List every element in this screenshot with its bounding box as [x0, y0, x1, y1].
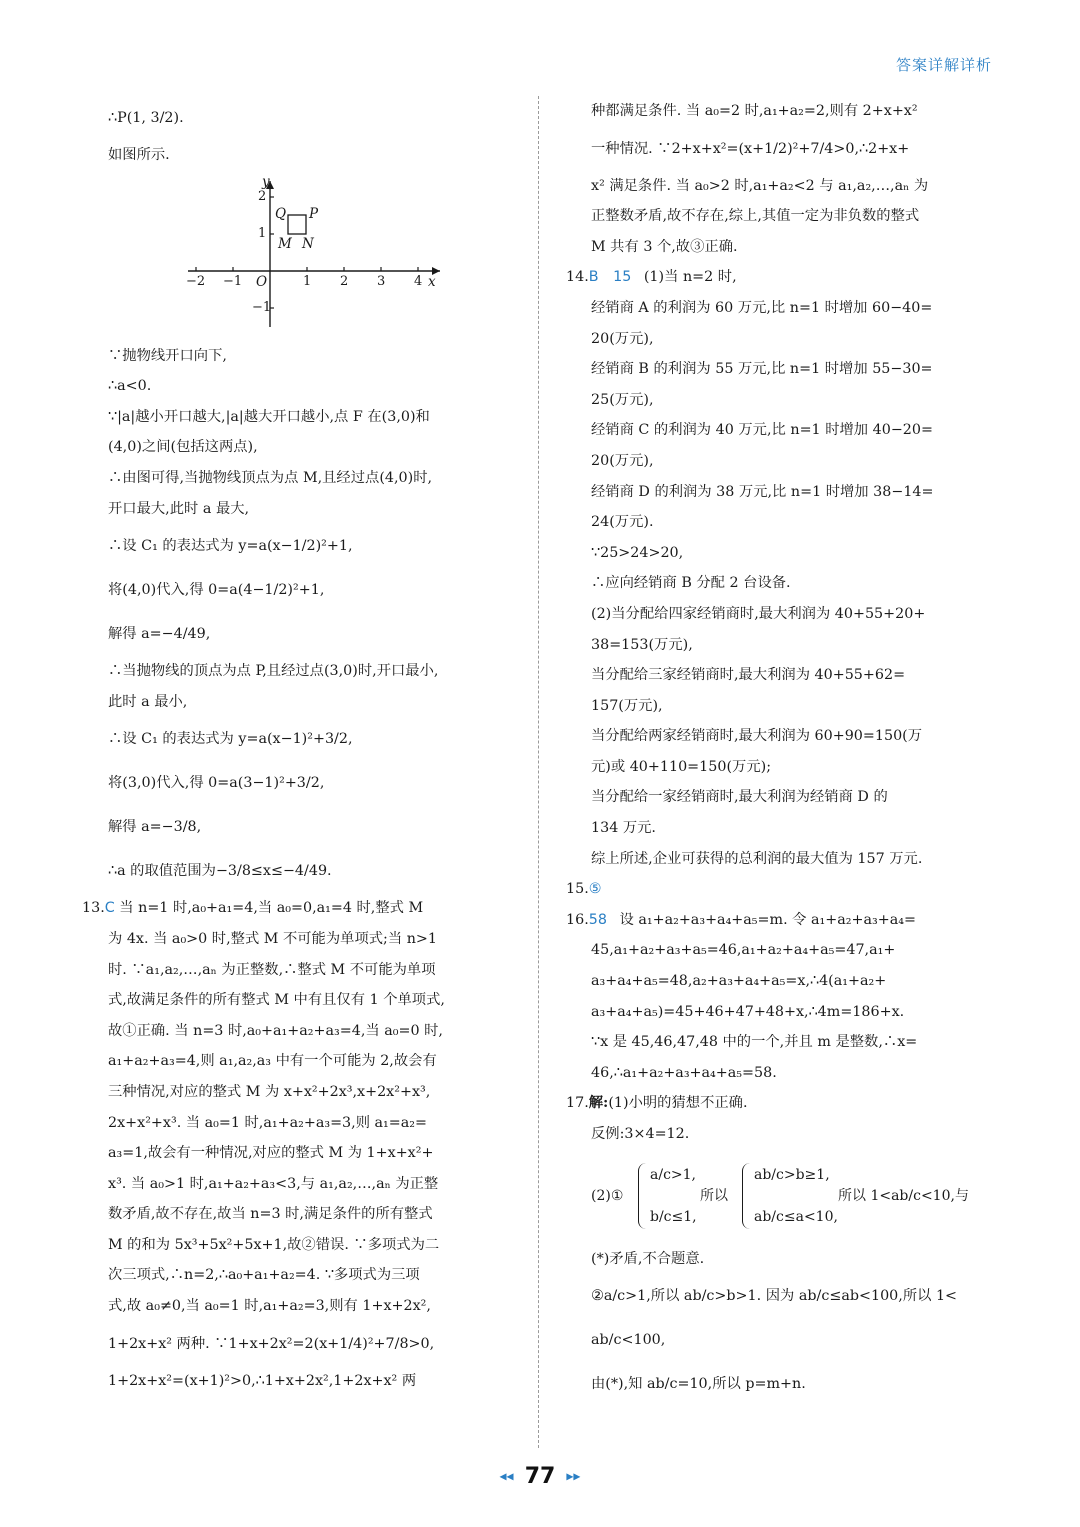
question-number: 13.: [82, 900, 105, 917]
system-right-2: ab/c≤a<10,: [754, 1208, 838, 1225]
text-line: ∴由图可得,当抛物线顶点为点 M,且经过点(4,0)时,: [108, 469, 433, 486]
system-mid: 所以: [700, 1187, 728, 1204]
text-line: M 共有 3 个,故③正确.: [591, 238, 738, 255]
text-line: (1)小明的猜想不正确.: [608, 1095, 748, 1112]
text-line: (1)当 n=2 时,: [643, 269, 737, 286]
question-number: 16.: [566, 911, 589, 928]
text-line: 设 a₁+a₂+a₃+a₄+a₅=m. 令 a₁+a₂+a₃+a₄=: [619, 911, 916, 928]
text-line: a₃+a₄+a₅=48,a₂+a₃+a₄+a₅=x,∴4(a₁+a₂+: [591, 973, 887, 990]
text-line: 元)或 40+110=150(万元);: [591, 758, 772, 775]
question-16: [566, 905, 998, 936]
text-line: 24(万元).: [591, 514, 654, 531]
text-line: 38=153(万元),: [591, 636, 693, 653]
text-line: ∴P(1, 3/2).: [108, 110, 184, 126]
text-line: 157(万元),: [591, 697, 663, 714]
x-tick-label: 2: [340, 273, 349, 289]
y-tick-label: 2: [258, 188, 267, 204]
text-line: 开口最大,此时 a 最大,: [108, 500, 250, 517]
text-line: 经销商 A 的利润为 60 万元,比 n=1 时增加 60−40=: [591, 299, 933, 316]
system-tail: 所以 1<ab/c<10,与: [838, 1187, 969, 1204]
text-line: 式,故满足条件的所有整式 M 中有且仅有 1 个单项式,: [108, 992, 445, 1009]
text-line: 将(4,0)代入,得 0=a(4−1/2)²+1,: [108, 582, 325, 599]
text-line: x² 满足条件. 当 a₀>2 时,a₁+a₂<2 与 a₁,a₂,…,aₙ 为: [591, 177, 929, 194]
question-13: [82, 893, 518, 924]
x-tick-label: −1: [223, 273, 243, 289]
text-line: ∴设 C₁ 的表达式为 y=a(x−1/2)²+1,: [108, 538, 353, 555]
prev-page-icon[interactable]: ◂◂: [499, 1468, 514, 1485]
x-tick-label: 3: [377, 273, 386, 289]
text-line: 为 4x. 当 a₀>0 时,整式 M 不可能为单项式;当 n>1: [108, 930, 437, 947]
inequality-system: [566, 1156, 998, 1236]
system-prefix: (2)①: [591, 1187, 624, 1204]
question-17: [566, 1088, 998, 1119]
question-number: 14.: [566, 269, 589, 286]
y-tick-label: −1: [252, 299, 272, 315]
text-line: (*)矛盾,不合题意.: [591, 1250, 705, 1267]
text-line: ∵|a|越小开口越大,|a|越大开口越小,点 F 在(3,0)和: [108, 408, 430, 425]
text-line: ∵抛物线开口向下,: [108, 347, 227, 364]
x-tick-label: 4: [414, 273, 423, 289]
y-tick-label: 1: [258, 225, 267, 241]
right-column: [566, 96, 998, 1406]
point-m-label: M: [278, 235, 292, 252]
text-line: a₃=1,故会有一种情况,对应的整式 M 为 1+x+x²+: [108, 1145, 434, 1162]
text-line: 134 万元.: [591, 820, 656, 837]
text-line: 综上所述,企业可获得的总利润的最大值为 157 万元.: [591, 850, 923, 867]
answer-choice: C: [104, 900, 115, 917]
text-line: 由(*),知 ab/c=10,所以 p=m+n.: [591, 1376, 806, 1393]
point-n-label: N: [302, 235, 314, 252]
text-line: 如图所示.: [108, 147, 170, 163]
page-number: 77: [524, 1464, 556, 1489]
text-line: ②a/c>1,所以 ab/c>b>1. 因为 ab/c≤ab<100,所以 1<: [591, 1288, 958, 1305]
square-mnpq: [288, 215, 306, 234]
text-line: 故①正确. 当 n=3 时,a₀+a₁+a₂+a₃=4,当 a₀=0 时,: [108, 1022, 443, 1039]
point-q-label: Q: [275, 205, 287, 222]
solution-lead: 解:: [588, 1095, 609, 1112]
text-line: 正整数矛盾,故不存在,综上,其值一定为非负数的整式: [591, 208, 920, 225]
text-line: 反例:3×4=12.: [591, 1126, 690, 1142]
next-page-icon[interactable]: ▸▸: [566, 1468, 581, 1485]
answer-value: 15: [613, 269, 632, 286]
text-line: 20(万元),: [591, 452, 654, 469]
text-line: ∴当抛物线的顶点为点 P,且经过点(3,0)时,开口最小,: [108, 663, 439, 680]
origin-label: O: [256, 273, 268, 290]
system-left-1: a/c>1,: [650, 1166, 696, 1183]
text-line: 经销商 D 的利润为 38 万元,比 n=1 时增加 38−14=: [591, 483, 934, 500]
x-tick-label: 1: [303, 273, 312, 289]
system-right-1: ab/c>b≥1,: [754, 1166, 830, 1183]
text-line: 解得 a=−3/8,: [108, 819, 202, 836]
text-line: 时. ∵a₁,a₂,…,aₙ 为正整数,∴整式 M 不可能为单项: [108, 961, 436, 978]
text-line: ∴应向经销商 B 分配 2 台设备.: [591, 575, 791, 592]
text-line: 20(万元),: [591, 330, 654, 347]
answer-choice: ⑤: [588, 881, 602, 898]
text-line: ∵25>24>20,: [591, 544, 684, 561]
text-line: 当分配给三家经销商时,最大利润为 40+55+62=: [591, 667, 906, 684]
page-footer: [0, 1464, 1080, 1489]
text-line: a₁+a₂+a₃=4,则 a₁,a₂,a₃ 中有一个可能为 2,故会有: [108, 1053, 437, 1070]
text-line: 次三项式,∴n=2,∴a₀+a₁+a₂=4. ∵多项式为三项: [108, 1267, 420, 1284]
coordinate-plane: [178, 175, 448, 335]
coordinate-figure: [178, 175, 448, 335]
text-line: x³. 当 a₀>1 时,a₁+a₂+a₃<3,与 a₁,a₂,…,aₙ 为正整: [108, 1175, 439, 1192]
question-15: [566, 874, 998, 905]
text-line: ∵x 是 45,46,47,48 中的一个,并且 m 是整数,∴x=: [591, 1034, 918, 1051]
text-line: ∴a 的取值范围为−3/8≤x≤−4/49.: [108, 863, 332, 880]
page-header-title: 答案详解详析: [895, 56, 992, 74]
text-line: M 的和为 5x³+5x²+5x+1,故②错误. ∵多项式为二: [108, 1236, 440, 1253]
text-line: ∴设 C₁ 的表达式为 y=a(x−1)²+3/2,: [108, 731, 353, 748]
text-line: 1+2x+x² 两种. ∵1+x+2x²=2(x+1/4)²+7/8>0,: [108, 1335, 435, 1352]
answer-value: 58: [588, 911, 607, 928]
text-line: 当分配给两家经销商时,最大利润为 60+90=150(万: [591, 728, 923, 745]
text-line: 一种情况. ∵2+x+x²=(x+1/2)²+7/4>0,∴2+x+: [591, 140, 910, 157]
text-line: 解得 a=−4/49,: [108, 626, 211, 643]
text-line: 25(万元),: [591, 391, 654, 408]
text-line: (4,0)之间(包括这两点),: [108, 439, 258, 456]
text-line: 当分配给一家经销商时,最大利润为经销商 D 的: [591, 789, 888, 806]
question-number: 17.: [566, 1095, 589, 1112]
text-line: (2)当分配给四家经销商时,最大利润为 40+55+20+: [591, 605, 926, 622]
point-p-label: P: [309, 205, 319, 222]
answer-choice: B: [588, 269, 599, 286]
question-14: [566, 262, 998, 293]
x-tick-label: −2: [186, 273, 206, 289]
text-line: 种都满足条件. 当 a₀=2 时,a₁+a₂=2,则有 2+x+x²: [591, 103, 918, 119]
column-divider: [538, 96, 539, 1448]
text-line: 经销商 B 的利润为 55 万元,比 n=1 时增加 55−30=: [591, 361, 933, 378]
system-left-2: b/c≤1,: [650, 1208, 697, 1225]
left-column: [82, 96, 518, 1396]
text-line: 数矛盾,故不存在,故当 n=3 时,满足条件的所有整式: [108, 1206, 433, 1223]
right-brace: [742, 1163, 751, 1229]
text-line: ∴a<0.: [108, 378, 152, 395]
question-number: 15.: [566, 881, 589, 898]
text-line: 式,故 a₀≠0,当 a₀=1 时,a₁+a₂=3,则有 1+x+2x²,: [108, 1298, 431, 1315]
text-line: 当 n=1 时,a₀+a₁=4,当 a₀=0,a₁=4 时,整式 M: [119, 900, 424, 917]
text-line: a₃+a₄+a₅)=45+46+47+48+x,∴4m=186+x.: [591, 1003, 905, 1020]
text-line: 2x+x²+x³. 当 a₀=1 时,a₁+a₂+a₃=3,则 a₁=a₂=: [108, 1114, 428, 1131]
text-line: 将(3,0)代入,得 0=a(3−1)²+3/2,: [108, 775, 325, 792]
y-axis-label: y: [262, 173, 270, 190]
text-line: 46,∴a₁+a₂+a₃+a₄+a₅=58.: [591, 1064, 777, 1081]
text-line: 此时 a 最小,: [108, 693, 188, 710]
text-line: 1+2x+x²=(x+1)²>0,∴1+x+2x²,1+2x+x² 两: [108, 1372, 417, 1389]
text-line: 经销商 C 的利润为 40 万元,比 n=1 时增加 40−20=: [591, 422, 933, 439]
x-axis-label: x: [428, 273, 436, 290]
text-line: 45,a₁+a₂+a₃+a₅=46,a₁+a₂+a₄+a₅=47,a₁+: [591, 942, 896, 959]
text-line: ab/c<100,: [591, 1332, 666, 1349]
left-brace: [638, 1163, 647, 1229]
text-line: 三种情况,对应的整式 M 为 x+x²+2x³,x+2x²+x³,: [108, 1083, 431, 1100]
